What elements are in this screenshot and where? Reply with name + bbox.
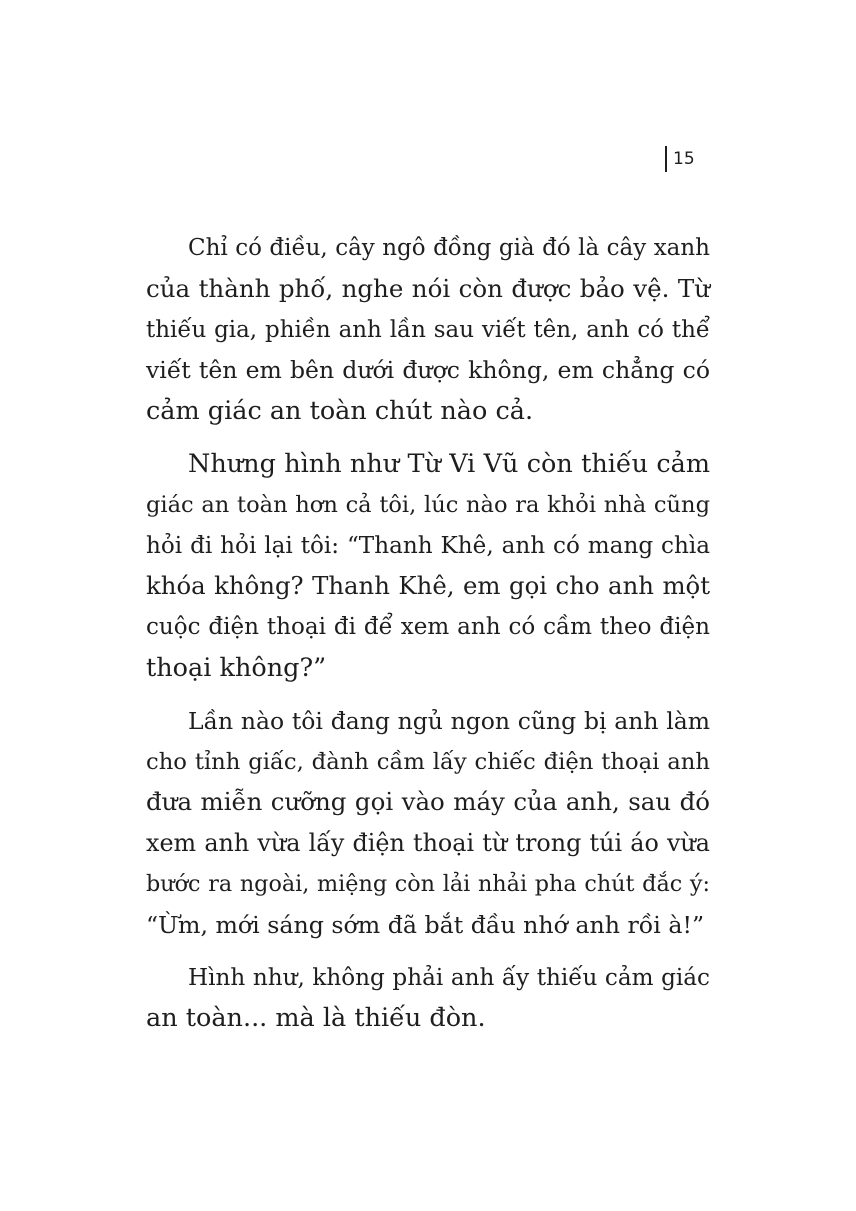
text-line: cảm giác an toàn chút nào cả. [146, 396, 534, 427]
text-line: Lần nào tôi đang ngủ ngon cũng bị anh làm [188, 706, 710, 735]
text-line: an toàn... mà là thiếu đòn. [146, 1003, 486, 1034]
text-line: hỏi đi hỏi lại tôi: “Thanh Khê, anh có mang chìa [146, 532, 710, 559]
text-line: đưa miễn cưỡng gọi vào máy của anh, sau đó [146, 787, 710, 817]
text-line: cuộc điện thoại đi để xem anh có cầm theo điện [146, 614, 710, 641]
paragraph-1 [146, 228, 710, 432]
text-line: Nhưng hình như Từ Vi Vũ còn thiếu cảm [188, 448, 710, 479]
text-line: thiếu gia, phiền anh lần sau viết tên, anh có thể [146, 316, 710, 343]
text-line: thoại không?” [146, 652, 327, 683]
text-line: giác an toàn hơn cả tôi, lúc nào ra khỏi nhà cũng [146, 491, 710, 518]
text-line: Hình như, không phải anh ấy thiếu cảm giác [188, 964, 710, 991]
text-line: viết tên em bên dưới được không, em chẳng có [146, 356, 710, 385]
paragraph-2 [146, 444, 710, 689]
text-line: của thành phố, nghe nói còn được bảo vệ. Từ [146, 273, 710, 303]
text-line: Chỉ có điều, cây ngô đồng già đó là cây xanh [188, 235, 710, 261]
body-text [146, 228, 710, 1051]
text-line: khóa không? Thanh Khê, em gọi cho anh một [146, 571, 710, 601]
text-line: xem anh vừa lấy điện thoại từ trong túi áo vừa [146, 829, 710, 858]
paragraph-4 [146, 958, 710, 1040]
text-line: cho tỉnh giấc, đành cầm lấy chiếc điện thoại anh [146, 748, 710, 775]
paragraph-3 [146, 701, 710, 946]
page-number: 15 [673, 149, 695, 169]
text-line: bước ra ngoài, miệng còn lải nhải pha chút đắc ý: [146, 870, 710, 897]
text-line: “Ừm, mới sáng sớm đã bắt đầu nhớ anh rồi à!” [146, 910, 705, 939]
page-number-divider [665, 146, 667, 172]
